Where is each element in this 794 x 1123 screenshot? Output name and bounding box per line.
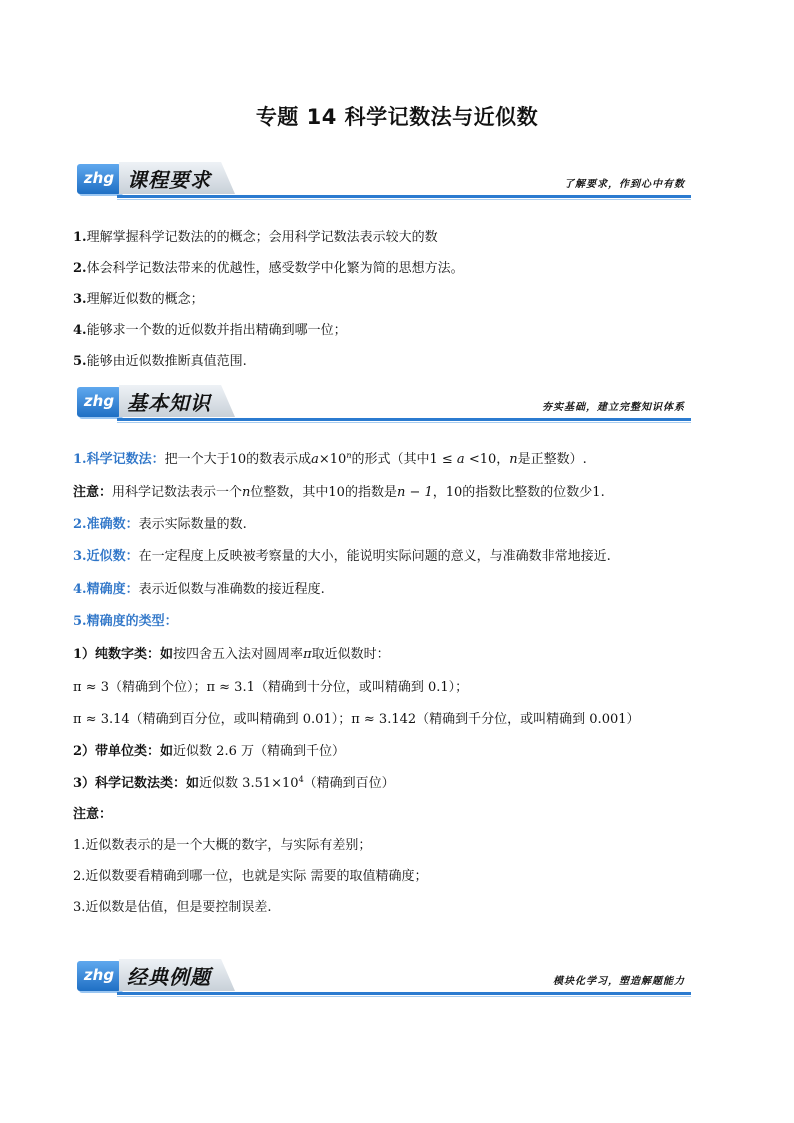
pi-example-line: π ≈ 3.14（精确到百分位，或叫精确到 0.01）；π ≈ 3.142（精确到千分位，或叫精确到 0.001） <box>73 712 640 727</box>
section-banner-basic-knowledge <box>73 381 691 425</box>
banner-title: 基本知识 <box>127 391 211 415</box>
banner-slogan: 模块化学习，塑造解题能力 <box>553 976 685 987</box>
note-item: 1.近似数表示的是一个大概的数字，与实际有差别； <box>73 838 372 853</box>
page-title: 专题 14 科学记数法与近似数 <box>255 105 539 129</box>
requirement-item: 2.体会科学记数法带来的优越性，感受数学中化繁为简的思想方法。 <box>73 261 464 276</box>
precision-type-with-unit: 2）带单位类：如近似数 2.6 万（精确到千位） <box>73 744 345 759</box>
knowledge-note: 注意：用科学记数法表示一个n位整数，其中10的指数是n − 1，10的指数比整数的位数少1. <box>73 485 605 500</box>
banner-title: 课程要求 <box>127 168 211 192</box>
zhg-logo-icon: zhg <box>77 164 121 194</box>
section-banner-course-requirements <box>73 158 691 202</box>
knowledge-exact-number: 2.准确数：表示实际数量的数. <box>73 517 247 532</box>
precision-type-pure-number: 1）纯数字类：如按四舍五入法对圆周率π取近似数时： <box>73 647 390 662</box>
precision-type-scientific: 3）科学记数法类：如近似数 $3.51\times 10^4$（精确到百位） <box>73 775 395 791</box>
banner-divider-thin <box>117 199 691 200</box>
notes-label: 注意： <box>73 807 113 822</box>
requirement-item: 3.理解近似数的概念； <box>73 292 204 307</box>
pi-example-line: π ≈ 3（精确到个位）；π ≈ 3.1（精确到十分位，或叫精确到 0.1）； <box>73 680 469 695</box>
note-item: 2.近似数要看精确到哪一位，也就是实际 需要的取值精确度； <box>73 869 428 884</box>
knowledge-precision: 4.精确度：表示近似数与准确数的接近程度. <box>73 582 325 597</box>
zhg-logo-icon: zhg <box>77 387 121 417</box>
banner-title: 经典例题 <box>127 965 211 989</box>
zhg-logo-icon: zhg <box>77 961 121 991</box>
requirement-item: 5.能够由近似数推断真值范围. <box>73 354 247 369</box>
banner-divider-thin <box>117 996 691 997</box>
note-item: 3.近似数是估值，但是要控制误差. <box>73 900 272 915</box>
banner-divider <box>117 195 691 198</box>
banner-slogan: 夯实基础，建立完整知识体系 <box>542 402 685 413</box>
banner-divider <box>117 992 691 995</box>
requirement-item: 4.能够求一个数的近似数并指出精确到哪一位； <box>73 323 347 338</box>
knowledge-approximate-number: 3.近似数：在一定程度上反映被考察量的大小，能说明实际问题的意义，与准确数非常地接近. <box>73 549 611 564</box>
section-banner-classic-examples <box>73 955 691 999</box>
banner-divider <box>117 418 691 421</box>
knowledge-scientific-notation: 1.科学记数法：把一个大于10的数表示成$a\times 10^n$的形式（其中1 ≤ a <10，n是正整数）. <box>73 451 587 467</box>
requirement-item: 1.理解掌握科学记数法的的概念；会用科学记数法表示较大的数 <box>73 230 438 245</box>
banner-divider-thin <box>117 422 691 423</box>
knowledge-precision-types: 5.精确度的类型： <box>73 614 178 629</box>
banner-slogan: 了解要求，作到心中有数 <box>564 179 685 190</box>
